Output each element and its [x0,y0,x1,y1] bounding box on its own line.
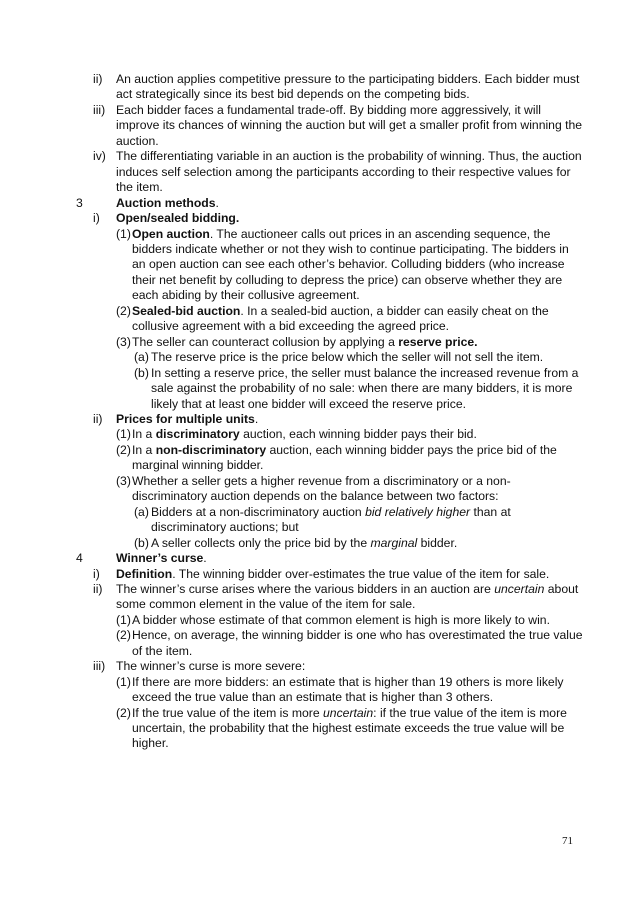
text-run: The reserve price is the price below which the seller will not sell the item. [151,350,544,365]
outline-item [76,567,584,582]
bold-text: Open/sealed bidding. [116,211,240,226]
item-marker: iii) [93,659,106,674]
item-marker: (a) [134,504,149,519]
bold-text: Definition [116,566,173,581]
item-text [132,443,557,472]
item-marker: 4 [76,551,83,566]
italic-text: uncertain [494,581,545,596]
item-text [116,412,258,426]
sub-item [76,427,584,442]
item-text [151,536,457,550]
page-number: 71 [562,835,573,847]
sub-item [76,335,584,350]
item-marker: (2) [116,442,131,457]
item-text [132,474,511,503]
item-text [116,149,582,194]
text-run: A seller collects only the price bid by the [151,535,371,550]
item-marker: ii) [93,72,103,86]
text-run: than at discriminatory auctions; but [151,504,511,535]
outline-item [76,582,584,613]
item-text [116,567,549,581]
item-marker: (2) [116,628,131,643]
sub-item [76,706,584,752]
item-text [151,366,578,411]
item-marker: i) [93,566,100,581]
item-marker: 3 [76,195,83,210]
text-run: If the true value of the item is more [132,705,324,720]
text-run: The winner’s curse is more severe: [116,659,306,674]
bold-text: discriminatory [155,427,240,442]
outline-item [76,72,584,103]
text-run: Whether a seller gets a higher revenue from a discriminatory or a non-discriminatory auction depends on the balance between two factors: [132,473,511,504]
item-marker: (1) [116,612,131,627]
item-text [151,505,511,534]
outline-item [76,211,584,226]
text-run: Hence, on average, the winning bidder is one who has overestimated the true value of the item. [132,628,583,658]
section-heading [76,196,584,211]
item-marker: (1) [116,674,131,689]
item-text [132,613,550,627]
sub-sub-item [76,505,584,536]
text-run: . The auctioneer calls out prices in an ascending sequence, the bidders indicate whether or not they wish to continue participating. The bidders in an open auction can see each other’s behavior. Colluding bidders (who increase their net benefit by colluding to depress the price) can observe whether they are each abiding by their collusive agreement. [132,226,569,303]
item-text [116,582,578,611]
item-text [132,335,478,349]
text-run: . [215,195,219,210]
text-run: bidder. [417,535,458,550]
text-run: . In a sealed-bid auction, a bidder can easily cheat on the collusive agreement with a bid exceeding the agreed price. [132,303,549,334]
item-marker: ii) [93,581,103,596]
bold-text: non-discriminatory [155,442,267,457]
bold-text: Prices for multiple units [116,411,255,426]
outline-content [76,72,584,752]
item-text [116,103,582,148]
item-text [116,196,219,210]
text-run: In a [132,442,156,457]
item-text [132,427,477,441]
sub-sub-item [76,366,584,412]
bold-text: Auction methods [116,195,216,210]
item-text [116,211,239,225]
sub-item [76,628,584,659]
sub-item [76,474,584,505]
text-run: In setting a reserve price, the seller must balance the increased revenue from a sale against the probability of no sale: when there are many bidders, it is more likely that at least one bidder will exceed the reserve price. [151,365,579,411]
text-run: . [203,551,207,566]
text-run: auction, each winning bidder pays the price bid of the marginal winning bidder. [132,442,557,473]
text-run: The differentiating variable in an auction is the probability of winning. Thus, the auction induces self selection among the participants according to their respective values for the item. [116,149,582,195]
item-text [132,227,569,303]
sub-item [76,443,584,474]
text-run: In a [132,427,156,442]
item-text [132,628,583,657]
italic-text: bid relatively higher [365,504,471,519]
outline-item [76,103,584,149]
sub-item [76,675,584,706]
item-text [151,350,543,364]
text-run: The winner’s curse arises where the various bidders in an auction are [116,581,495,596]
item-marker: iv) [93,149,106,164]
item-marker: (3) [116,334,131,349]
sub-item [76,304,584,335]
item-marker: (2) [116,303,131,318]
text-run: Bidders at a non-discriminatory auction [151,504,366,519]
text-run: A bidder whose estimate of that common element is high is more likely to win. [132,612,550,627]
section-heading [76,551,584,566]
item-marker: (b) [134,535,149,550]
text-run: If there are more bidders: an estimate that is higher than 19 others is more likely exceed the true value than an estimate that is higher than 3 others. [132,674,564,705]
item-marker: (1) [116,226,131,241]
sub-sub-item [76,536,584,551]
item-text [132,706,567,751]
item-marker: (1) [116,427,131,442]
outline-item [76,659,584,674]
item-text [132,675,564,704]
text-run: about some common element in the value of the item for sale. [116,581,579,612]
text-run: The seller can counteract collusion by applying a [132,334,399,349]
item-marker: (3) [116,473,131,488]
item-text [116,551,207,565]
item-text [132,304,549,333]
item-marker: (b) [134,365,149,380]
text-run: : if the true value of the item is more uncertain, the probability that the highest estimate exceeds the true value will be higher. [132,705,567,751]
text-run: . The winning bidder over-estimates the true value of the item for sale. [172,566,550,581]
italic-text: marginal [370,535,418,550]
item-marker: iii) [93,102,106,117]
item-marker: (2) [116,705,131,720]
outline-item [76,149,584,195]
text-run: An auction applies competitive pressure to the participating bidders. Each bidder must act strategically since its best bid depends on the competing bids. [116,72,580,102]
text-run: Each bidder faces a fundamental trade-off. By bidding more aggressively, it will improve its chances of winning the auction but will get a smaller profit from winning the auction. [116,102,583,148]
sub-item [76,613,584,628]
outline-item [76,412,584,427]
text-run: auction, each winning bidder pays their bid. [239,427,477,442]
bold-text: Winner’s curse [116,551,204,566]
item-text [116,72,579,101]
bold-text: reserve price. [398,334,478,349]
item-marker: i) [93,211,100,226]
text-run: . [254,411,259,426]
italic-text: uncertain [323,705,374,720]
item-marker: (a) [134,350,149,365]
sub-item [76,227,584,304]
bold-text: Sealed-bid auction [132,303,241,318]
item-marker: ii) [93,411,103,426]
bold-text: Open auction [132,226,210,241]
item-text [116,659,305,673]
sub-sub-item [76,350,584,365]
